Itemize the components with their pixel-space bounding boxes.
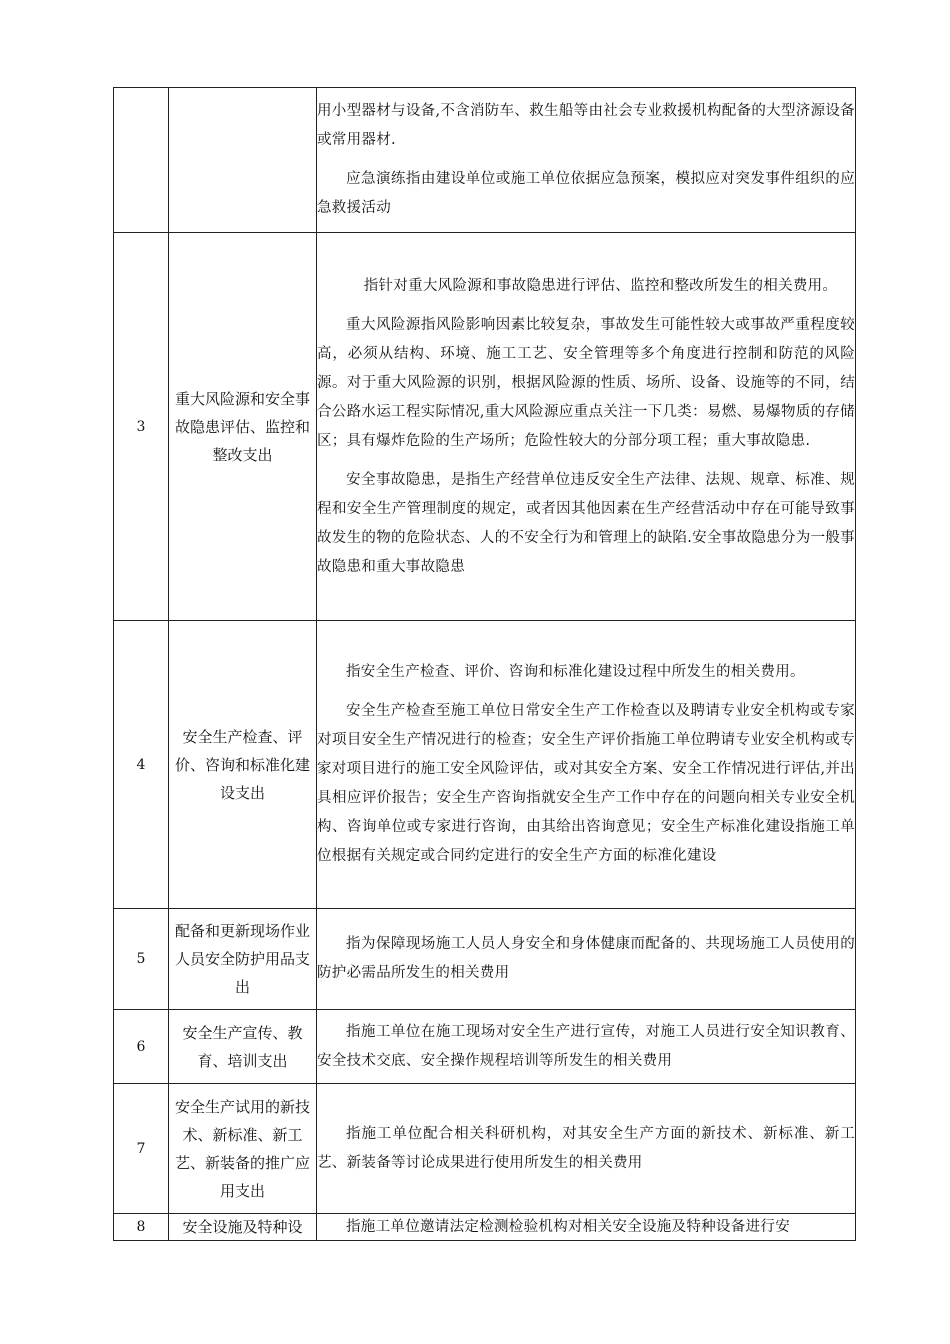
row-number: 5	[114, 909, 169, 1010]
table-row	[114, 1010, 856, 1084]
row-category	[169, 88, 317, 233]
row-description	[317, 1084, 856, 1214]
row-category: 配备和更新现场作业人员安全防护用品支出	[169, 909, 317, 1010]
paragraph: 指为保障现场施工人员人身安全和身体健康而配备的、共现场施工人员使用的防护必需品所发生的相关费用	[317, 936, 855, 981]
cost-table	[113, 87, 856, 1241]
row-description	[317, 1214, 856, 1241]
paragraph: 指施工单位邀请法定检测检验机构对相关安全设施及特种设备进行安	[346, 1219, 790, 1235]
row-description	[317, 1010, 856, 1084]
row-number: 6	[114, 1010, 169, 1084]
paragraph: 指施工单位在施工现场对安全生产进行宣传，对施工人员进行安全知识教育、安全技术交底、安全操作规程培训等所发生的相关费用	[317, 1023, 855, 1069]
row-description	[317, 88, 856, 233]
row-category: 安全生产宣传、教育、培训支出	[169, 1010, 317, 1084]
row-number: 4	[114, 621, 169, 909]
row-category: 重大风险源和安全事故隐患评估、监控和整改支出	[169, 233, 317, 621]
table-row	[114, 88, 856, 233]
paragraph: 安全生产检查至施工单位日常安全生产工作检查以及聘请专业安全机构或专家对项目安全生产情况进行的检查；安全生产评价指施工单位聘请专业安全机构或专家对项目进行的施工安全风险评估，或对其安全方案、安全工作情况进行评估,并出具相应评价报告；安全生产咨询指就安全生产工作中存在的问题向相关专业安全机构、咨询单位或专家进行咨询，由其给出咨询意见；安全生产标准化建设指施工单位根据有关规定或合同约定进行的安全生产方面的标准化建设	[317, 703, 855, 864]
row-category: 安全生产检查、评价、咨询和标准化建设支出	[169, 621, 317, 909]
row-number	[114, 88, 169, 233]
row-number: 3	[114, 233, 169, 621]
paragraph: 应急演练指由建设单位或施工单位依据应急预案，模拟应对突发事件组织的应急救援活动	[317, 171, 855, 216]
row-number: 8	[114, 1214, 169, 1241]
paragraph: 指安全生产检查、评价、咨询和标准化建设过程中所发生的相关费用。	[346, 664, 805, 680]
row-description	[317, 909, 856, 1010]
paragraph: 指针对重大风险源和事故隐患进行评估、监控和整改所发生的相关费用。	[363, 277, 838, 294]
row-category: 安全设施及特种设	[169, 1214, 317, 1241]
row-description	[317, 621, 856, 909]
row-description	[317, 233, 856, 621]
paragraph: 指施工单位配合相关科研机构，对其安全生产方面的新技术、新标准、新工艺、新装备等讨论成果进行使用所发生的相关费用	[317, 1125, 855, 1171]
row-number: 7	[114, 1084, 169, 1214]
row-category: 安全生产试用的新技术、新标准、新工艺、新装备的推广应用支出	[169, 1084, 317, 1214]
table-row	[114, 909, 856, 1010]
table-row	[114, 233, 856, 621]
table-row	[114, 1084, 856, 1214]
paragraph: 安全事故隐患，是指生产经营单位违反安全生产法律、法规、规章、标准、规程和安全生产管理制度的规定，或者因其他因素在生产经营活动中存在可能导致事故发生的物的危险状态、人的不安全行为和管理上的缺陷.安全事故隐患分为一般事故隐患和重大事故隐患	[317, 471, 855, 575]
table-row	[114, 1214, 856, 1241]
paragraph: 重大风险源指风险影响因素比较复杂，事故发生可能性较大或事故严重程度较高，必须从结构、环境、施工工艺、安全管理等多个角度进行控制和防范的风险源。对于重大风险源的识别，根据风险源的性质、场所、设备、设施等的不同，结合公路水运工程实际情况,重大风险源应重点关注一下几类：易燃、易爆物质的存储区；具有爆炸危险的生产场所；危险性较大的分部分项工程；重大事故隐患.	[317, 316, 855, 449]
table-row	[114, 621, 856, 909]
paragraph: 用小型器材与设备,不含消防车、救生船等由社会专业救援机构配备的大型济源设备或常用器材.	[317, 103, 855, 148]
